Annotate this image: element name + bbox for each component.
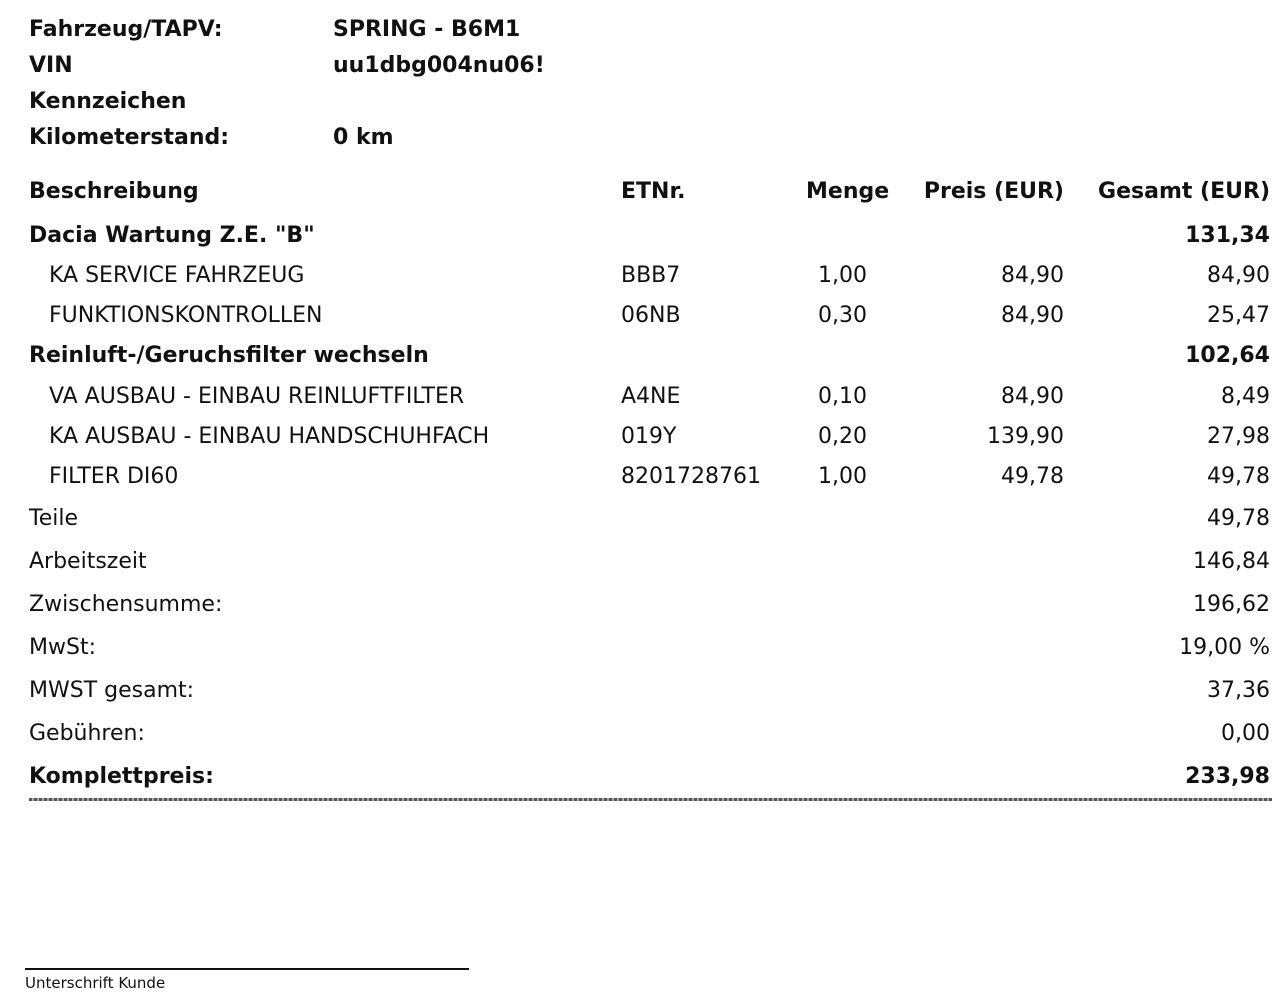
vehicle-value: 0 km — [333, 125, 394, 150]
item-quantity: 0,30 — [818, 303, 867, 328]
group-title: Reinluft-/Geruchsfilter wechseln — [29, 343, 429, 368]
item-price: 49,78 — [1001, 464, 1064, 489]
header-quantity: Menge — [806, 179, 890, 204]
divider-rule — [29, 798, 1272, 801]
group-title: Dacia Wartung Z.E. "B" — [29, 223, 315, 248]
summary-row-labor — [29, 549, 1272, 592]
item-price: 139,90 — [987, 424, 1064, 449]
summary-label: Arbeitszeit — [29, 549, 147, 574]
group-total: 102,64 — [1185, 343, 1270, 368]
summary-row-vat-total — [29, 678, 1272, 721]
summary-value: 19,00 % — [1179, 635, 1270, 660]
item-price: 84,90 — [1001, 303, 1064, 328]
vehicle-value: SPRING - B6M1 — [333, 17, 521, 42]
table-row — [29, 263, 1272, 303]
invoice-table — [29, 179, 1272, 804]
grand-total-value: 233,98 — [1185, 764, 1270, 789]
group-header — [29, 343, 1272, 384]
signature-line — [25, 968, 469, 970]
item-quantity: 0,20 — [818, 424, 867, 449]
summary-row-parts — [29, 506, 1272, 549]
item-total: 25,47 — [1207, 303, 1270, 328]
summary-value: 49,78 — [1207, 506, 1270, 531]
item-part-number: 8201728761 — [621, 464, 761, 489]
vehicle-value: uu1dbg004nu06! — [333, 53, 545, 78]
item-part-number: BBB7 — [621, 263, 681, 288]
summary-value: 0,00 — [1221, 721, 1270, 746]
item-total: 84,90 — [1207, 263, 1270, 288]
signature-label: Unterschrift Kunde — [25, 974, 166, 992]
item-description: KA AUSBAU - EINBAU HANDSCHUHFACH — [49, 424, 490, 449]
table-header — [29, 179, 1272, 223]
summary-label: Zwischensumme: — [29, 592, 223, 617]
item-quantity: 1,00 — [818, 263, 867, 288]
item-description: FILTER DI60 — [49, 464, 179, 489]
item-total: 27,98 — [1207, 424, 1270, 449]
item-price: 84,90 — [1001, 384, 1064, 409]
table-row — [29, 464, 1272, 506]
table-row — [29, 384, 1272, 424]
item-price: 84,90 — [1001, 263, 1064, 288]
item-description: VA AUSBAU - EINBAU REINLUFTFILTER — [49, 384, 465, 409]
item-part-number: 019Y — [621, 424, 677, 449]
summary-label: Teile — [29, 506, 78, 531]
table-row — [29, 303, 1272, 343]
item-description: FUNKTIONSKONTROLLEN — [49, 303, 323, 328]
item-total: 49,78 — [1207, 464, 1270, 489]
grand-total-label: Komplettpreis: — [29, 764, 214, 789]
item-part-number: A4NE — [621, 384, 681, 409]
header-description: Beschreibung — [29, 179, 199, 204]
summary-value: 146,84 — [1193, 549, 1270, 574]
item-quantity: 0,10 — [818, 384, 867, 409]
vehicle-label: VIN — [29, 53, 73, 78]
header-part-number: ETNr. — [621, 179, 686, 204]
item-quantity: 1,00 — [818, 464, 867, 489]
header-total: Gesamt (EUR) — [1098, 179, 1270, 204]
summary-row-vat-rate — [29, 635, 1272, 678]
header-price: Preis (EUR) — [923, 179, 1064, 204]
group-total: 131,34 — [1185, 223, 1270, 248]
table-row — [29, 424, 1272, 464]
vehicle-label: Kilometerstand: — [29, 125, 230, 150]
summary-value: 196,62 — [1193, 592, 1270, 617]
summary-label: MwSt: — [29, 635, 96, 660]
group-header — [29, 223, 1272, 263]
summary-row-fees — [29, 721, 1272, 764]
summary-value: 37,36 — [1207, 678, 1270, 703]
item-part-number: 06NB — [621, 303, 681, 328]
item-total: 8,49 — [1221, 384, 1270, 409]
summary-row-subtotal — [29, 592, 1272, 635]
summary-label: MWST gesamt: — [29, 678, 195, 703]
summary-label: Gebühren: — [29, 721, 145, 746]
vehicle-label: Kennzeichen — [29, 89, 187, 114]
vehicle-label: Fahrzeug/TAPV: — [29, 17, 223, 42]
item-description: KA SERVICE FAHRZEUG — [49, 263, 305, 288]
